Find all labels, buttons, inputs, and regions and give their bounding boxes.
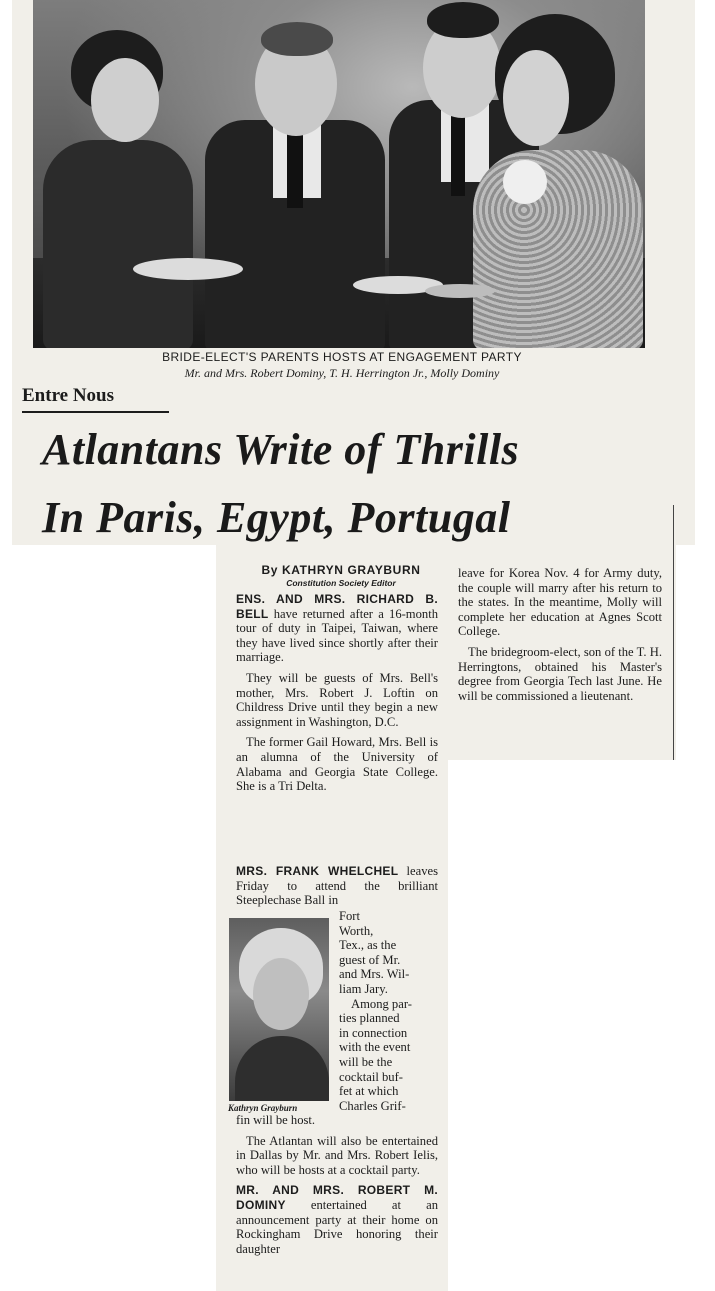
wrap-line: liam Jary. — [339, 981, 388, 996]
article-column-right — [458, 566, 662, 709]
paragraph-body: have returned after a 16-month tour of duty in Taipei, Taiwan, where they have lived since shortly after their marriage. — [236, 606, 438, 665]
photo-caption-title: BRIDE-ELECT'S PARENTS HOSTS AT ENGAGEMENT PARTY — [162, 350, 522, 364]
article-paragraph — [236, 864, 438, 908]
paragraph-lead: ENS. AND MRS. RICHARD B. BELL — [236, 592, 438, 621]
paragraph-lead: MR. AND MRS. ROBERT M. DOMINY — [236, 1183, 438, 1212]
wrap-line: and Mrs. Wil- — [339, 967, 410, 982]
paragraph-body: leaves Friday to attend the brilliant Steeplechase Ball in — [236, 864, 438, 908]
photo-caption-names: Mr. and Mrs. Robert Dominy, T. H. Herrington Jr., Molly Dominy — [184, 366, 500, 380]
wrap-line: with the event — [339, 1040, 411, 1055]
column-name-underline — [22, 411, 169, 413]
column-rule — [673, 505, 674, 760]
byline-author: By KATHRYN GRAYBURN — [261, 563, 421, 577]
article-paragraph — [236, 592, 438, 665]
byline-role: Constitution Society Editor — [286, 578, 396, 588]
article-paragraph: leave for Korea Nov. 4 for Army duty, the couple will marry after his return to the states. In the meantime, Molly will complete her education at Agnes Scott College. — [458, 566, 662, 639]
wrap-line: Tex., as the — [339, 938, 397, 953]
wrap-line: Fort — [339, 909, 360, 923]
author-portrait-caption: Kathryn Grayburn — [228, 1103, 298, 1113]
article-paragraph: The Atlantan will also be entertained in Dallas by Mr. and Mrs. Robert Ielis, who will be hosts at a cocktail party. — [236, 1133, 438, 1177]
column-name: Entre Nous — [22, 385, 115, 406]
paragraph-body: entertained at an announcement party at their home on Rockingham Drive honoring their daughter — [236, 1197, 438, 1256]
wrap-line: fet at which — [339, 1084, 399, 1099]
article-paragraph — [236, 1183, 438, 1256]
paragraph-lead: MRS. FRANK WHELCHEL — [236, 864, 399, 878]
article-column-left-top — [236, 592, 438, 800]
wrap-line: Worth, — [339, 923, 374, 938]
wrap-line: in connection — [339, 1025, 408, 1040]
headline-line-2: In Paris, Egypt, Portugal — [42, 493, 511, 542]
wrap-line: guest of Mr. — [339, 952, 401, 967]
article-wrap-column — [339, 909, 439, 1113]
wrap-line: cocktail buf- — [339, 1069, 403, 1084]
headline-line-1: Atlantans Write of Thrills — [42, 425, 520, 474]
article-whelchel-intro — [236, 864, 438, 908]
wrap-line: ties planned — [339, 1011, 400, 1026]
article-paragraph: They will be guests of Mrs. Bell's mother, Mrs. Robert J. Loftin on Childress Drive until they begin a new assignment in Washington, D.C. — [236, 670, 438, 729]
wrap-line: Charles Grif- — [339, 1098, 406, 1113]
author-portrait — [229, 918, 329, 1101]
article-paragraph: fin will be host. — [236, 1113, 316, 1127]
article-paragraph: The bridegroom-elect, son of the T. H. Herringtons, obtained his Master's degree from Georgia Tech last June. He will be commissioned a lieutenant. — [458, 644, 662, 703]
wrap-line: will be the — [339, 1054, 393, 1069]
engagement-party-photo — [33, 0, 645, 348]
article-column-left-bottom — [236, 1113, 438, 1262]
wrap-line: Among par- — [351, 996, 412, 1011]
article-paragraph: The former Gail Howard, Mrs. Bell is an alumna of the University of Alabama and Georgia State College. She is a Tri Delta. — [236, 735, 438, 794]
